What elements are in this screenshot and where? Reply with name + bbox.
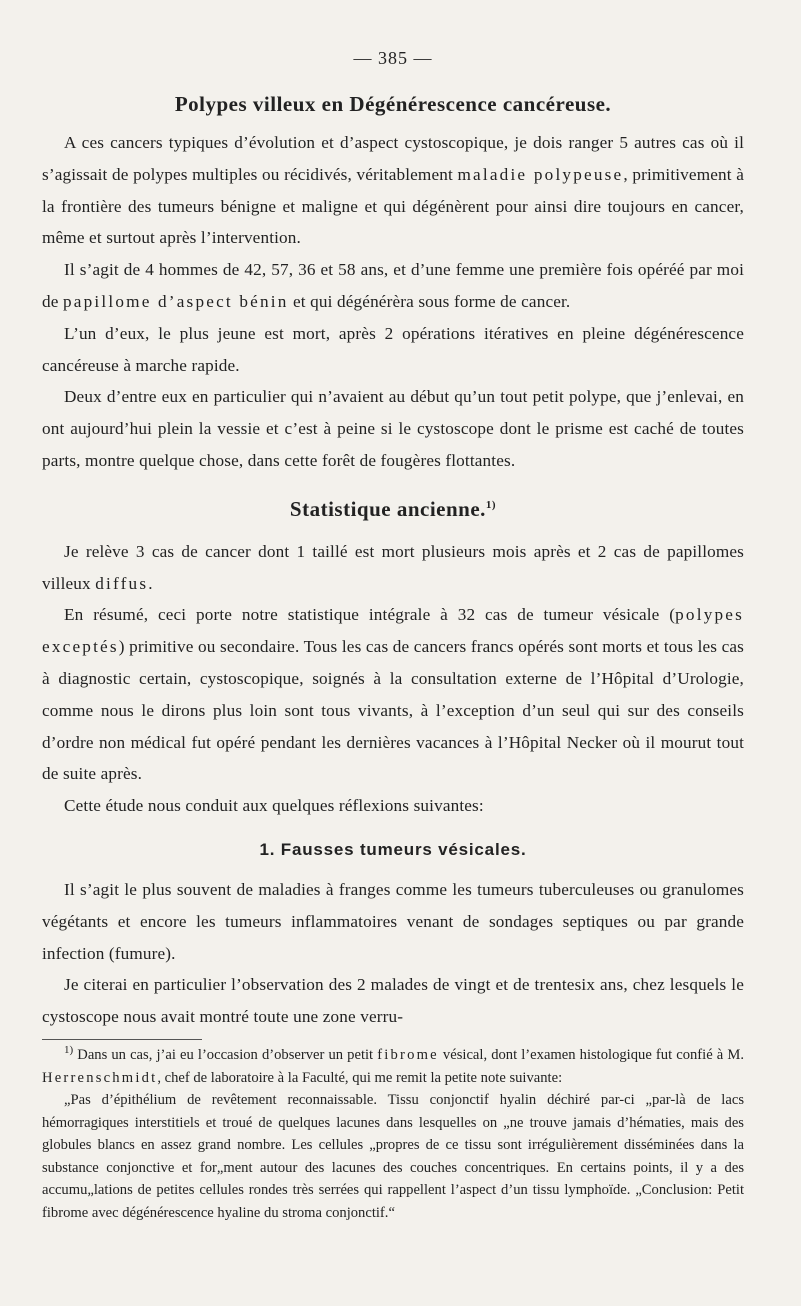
footnote-divider: [42, 1039, 202, 1040]
text-run: vésical, dont l’examen histologique fut confié à M.: [438, 1046, 744, 1063]
paragraph: [42, 127, 744, 254]
footnote-text: [42, 1044, 744, 1089]
text-run: et qui dégénérèra sous forme de cancer.: [288, 291, 571, 311]
paragraph: [42, 969, 744, 1033]
text-run: En résumé, ceci porte notre statistique intégrale à 32 cas de tumeur vésicale (: [64, 605, 676, 625]
text-run: A ces cancers typiques d’évolution et d’aspect cystoscopique, je dois ranger 5 autres cas où il s’agissait de polypes multiples ou récidivés, véritablement: [42, 133, 744, 184]
paragraph: [42, 381, 744, 476]
text-run: Je relève 3 cas de cancer dont 1 taillé est mort plusieurs mois après et 2 cas de papillomes villeux: [42, 541, 744, 593]
paragraph: [42, 599, 744, 790]
text-run: , chef de laboratoire à la Faculté, qui me remit la petite note suivante:: [157, 1069, 563, 1086]
text-run: .: [148, 573, 153, 593]
statistics-title: [42, 497, 744, 522]
spaced-emphasis: maladie polypeuse: [457, 164, 624, 184]
spaced-emphasis: fibrome: [377, 1046, 439, 1063]
spaced-emphasis: polypes exceptés: [42, 605, 744, 657]
text-run: Il s’agit de 4 hommes de 42, 57, 36 et 58 ans, et d’une femme une première fois opéréé par moi de: [42, 260, 744, 311]
text-run: Je citerai en particulier l’observation des 2 malades de vingt et de trentesix ans, chez lesquels le cystoscope nous avait montré toute une zone verru-: [42, 975, 744, 1027]
paragraph: [42, 790, 744, 822]
text-run: Deux d’entre eux en particulier qui n’avaient au début qu’un tout petit polype, que j’enlevai, en ont aujourd’hui plein la vessie et c’est à peine si le cystoscope dont le prisme est caché de toutes parts, montre quelque chose, dans cette forêt de fougères flottantes.: [42, 387, 744, 470]
text-run: , primitivement à la frontière des tumeurs bénigne et maligne et qui dégénèrent pour ainsi dire toujours en cancer, même et surtout après l’intervention.: [42, 164, 744, 248]
paragraph: [42, 536, 744, 600]
text-run: Cette étude nous conduit aux quelques réflexions suivantes:: [64, 796, 484, 816]
section-3-body: [42, 874, 744, 1033]
page-number: — 385 —: [353, 48, 433, 68]
footnote-marker: 1): [64, 1044, 74, 1057]
statistics-title-text: Statistique ancienne.: [289, 496, 486, 521]
section-2-body: [42, 536, 744, 822]
text-run: Il s’agit le plus souvent de maladies à franges comme les tumeurs tuberculeuses ou granulomes végétants et encore les tumeurs inflammatoires venant de sondages septiques ou par grande infection (fumure).: [42, 879, 744, 963]
paragraph: [42, 254, 744, 318]
subsection-title: 1. Fausses tumeurs vésicales.: [259, 839, 527, 859]
text-run: L’un d’eux, le plus jeune est mort, après 2 opérations itératives en pleine dégénérescence cancéreuse à marche rapide.: [42, 323, 744, 375]
footnote-quote: „Pas d’épithélium de revêtement reconnaissable. Tissu conjonctif hyalin déchiré par-ci „par-là de lacs hémorragiques interstitiels et troué de quelques lacunes dans lesquelles on „ne trouve jamais d’hématies, mais des globules blancs en assez grand nombre. Les cellules „propres de ce tissu sont irrégulièrement disséminées dans la substance conjonctive et for„ment autour des lacunes des couches concentriques. En certains points, il y a des accumu„lations de petites cellules rondes très serrées qui rappellent l’aspect d’un tissu lymphoïde. „Conclusion: Petit fibrome avec dégénérescence hyaline du stroma conjonctif.“: [42, 1092, 744, 1222]
spaced-emphasis: Herrenschmidt: [42, 1069, 158, 1086]
paragraph: [42, 874, 744, 969]
section-1-body: [42, 127, 744, 477]
spaced-emphasis: papillome d’aspect bénin: [62, 291, 289, 311]
text-run: Dans un cas, j’ai eu l’occasion d’observer un petit: [73, 1046, 378, 1063]
footnote-ref: 1): [485, 498, 497, 511]
spaced-emphasis: diffus: [95, 573, 149, 593]
section-title: Polypes villeux en Dégénérescence cancéreuse.: [174, 92, 612, 116]
footnote: [42, 1044, 744, 1225]
paragraph: [42, 318, 744, 382]
text-run: ) primitive ou secondaire. Tous les cas de cancers francs opérés sont morts et tous les cas à diagnostic certain, cystoscopique, soignés à la consultation externe de l’Hôpital d’Urologie, comme nous le dirons plus loin sont tous vivants, à l’exception d’un seul qui sur des conseils d’ordre non médical fut opéré pendant les dernières vacances à l’Hôpital Necker où il mourut tout de suite après.: [42, 637, 744, 784]
